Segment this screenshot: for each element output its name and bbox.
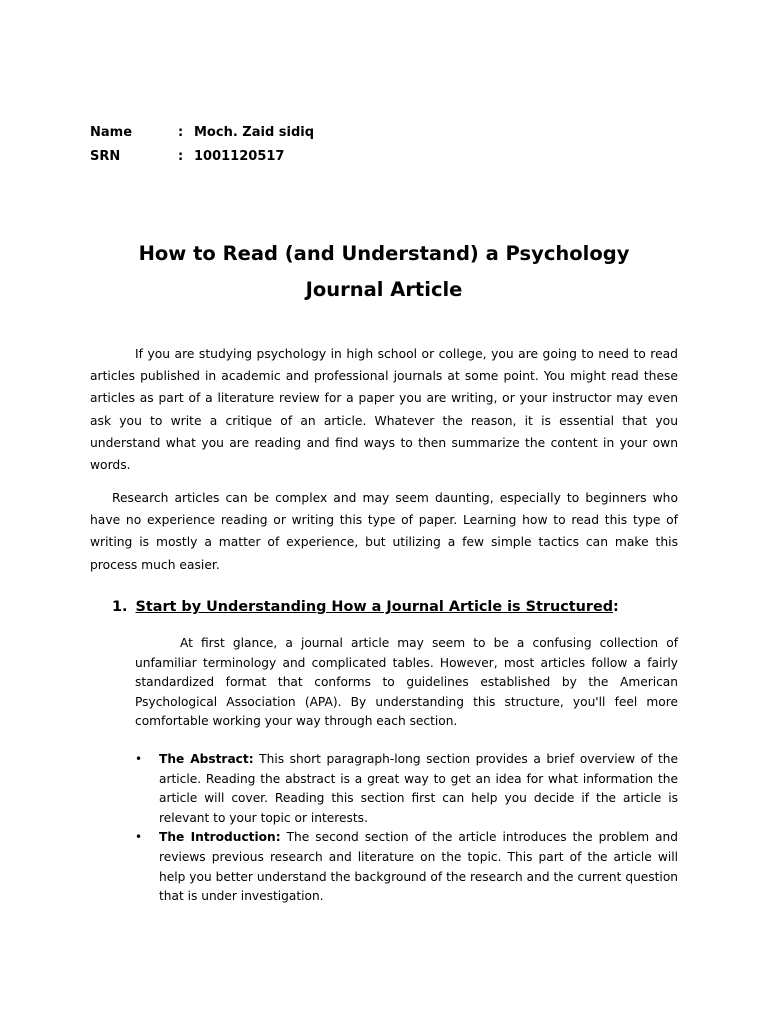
title-line-1: How to Read (and Understand) a Psychology	[138, 242, 630, 265]
intro-paragraph-2: Research articles can be complex and may seem daunting, especially to beginners who have no experience reading or writing this type of paper. Learning how to read this type of writing is mostly a matter of experience, but utilizing a few simple tactics can make this process much easier.	[90, 491, 678, 572]
list-item	[135, 750, 678, 828]
bullet-term: The Introduction:	[159, 830, 281, 845]
section-bullet-list	[135, 750, 678, 907]
bullet-text: The second section of the article introduces the problem and reviews previous research and literature on the topic. This part of the article will help you better understand the background of the research and the current question that is under investigation.	[159, 830, 678, 904]
section-heading-text: Start by Understanding How a Journal Article is Structured	[135, 599, 614, 615]
section-number: 1.	[112, 599, 128, 615]
bullet-text: This short paragraph-long section provides a brief overview of the article. Reading the abstract is a great way to get an idea for what information the article will cover. Reading this section first can help you decide if the article is relevant to your topic or interests.	[159, 752, 678, 825]
document-title	[100, 236, 668, 308]
title-line-2: Journal Article	[305, 278, 463, 301]
name-label: Name	[90, 125, 133, 140]
list-item	[135, 828, 678, 906]
bullet-term: The Abstract:	[159, 752, 254, 766]
srn-label: SRN	[90, 149, 121, 164]
section-intro-paragraph: At first glance, a journal article may seem to be a confusing collection of unfamiliar terminology and complicated tables. However, most articles follow a fairly standardized format that conforms to guidelines established by the American Psychological Association (APA). By understanding this structure, you'll feel more comfortable working your way through each section.	[135, 636, 678, 729]
name-separator: :	[178, 125, 184, 140]
section-heading	[112, 596, 619, 618]
srn-separator: :	[178, 149, 184, 164]
section-heading-colon: :	[613, 599, 619, 615]
intro-paragraph-1: If you are studying psychology in high school or college, you are going to need to read articles published in academic and professional journals at some point. You might read these articles as part of a literature review for a paper you are writing, or your instructor may even ask you to write a critique of an article. Whatever the reason, it is essential that you understand what you are reading and find ways to then summarize the content in your own words.	[90, 347, 678, 473]
srn-row	[90, 145, 314, 169]
name-value: Moch. Zaid sidiq	[194, 125, 315, 140]
srn-value: 1001120517	[194, 149, 285, 164]
author-info	[90, 121, 314, 169]
bullet-icon: •	[135, 830, 143, 845]
name-row	[90, 121, 314, 145]
bullet-icon: •	[135, 752, 143, 766]
